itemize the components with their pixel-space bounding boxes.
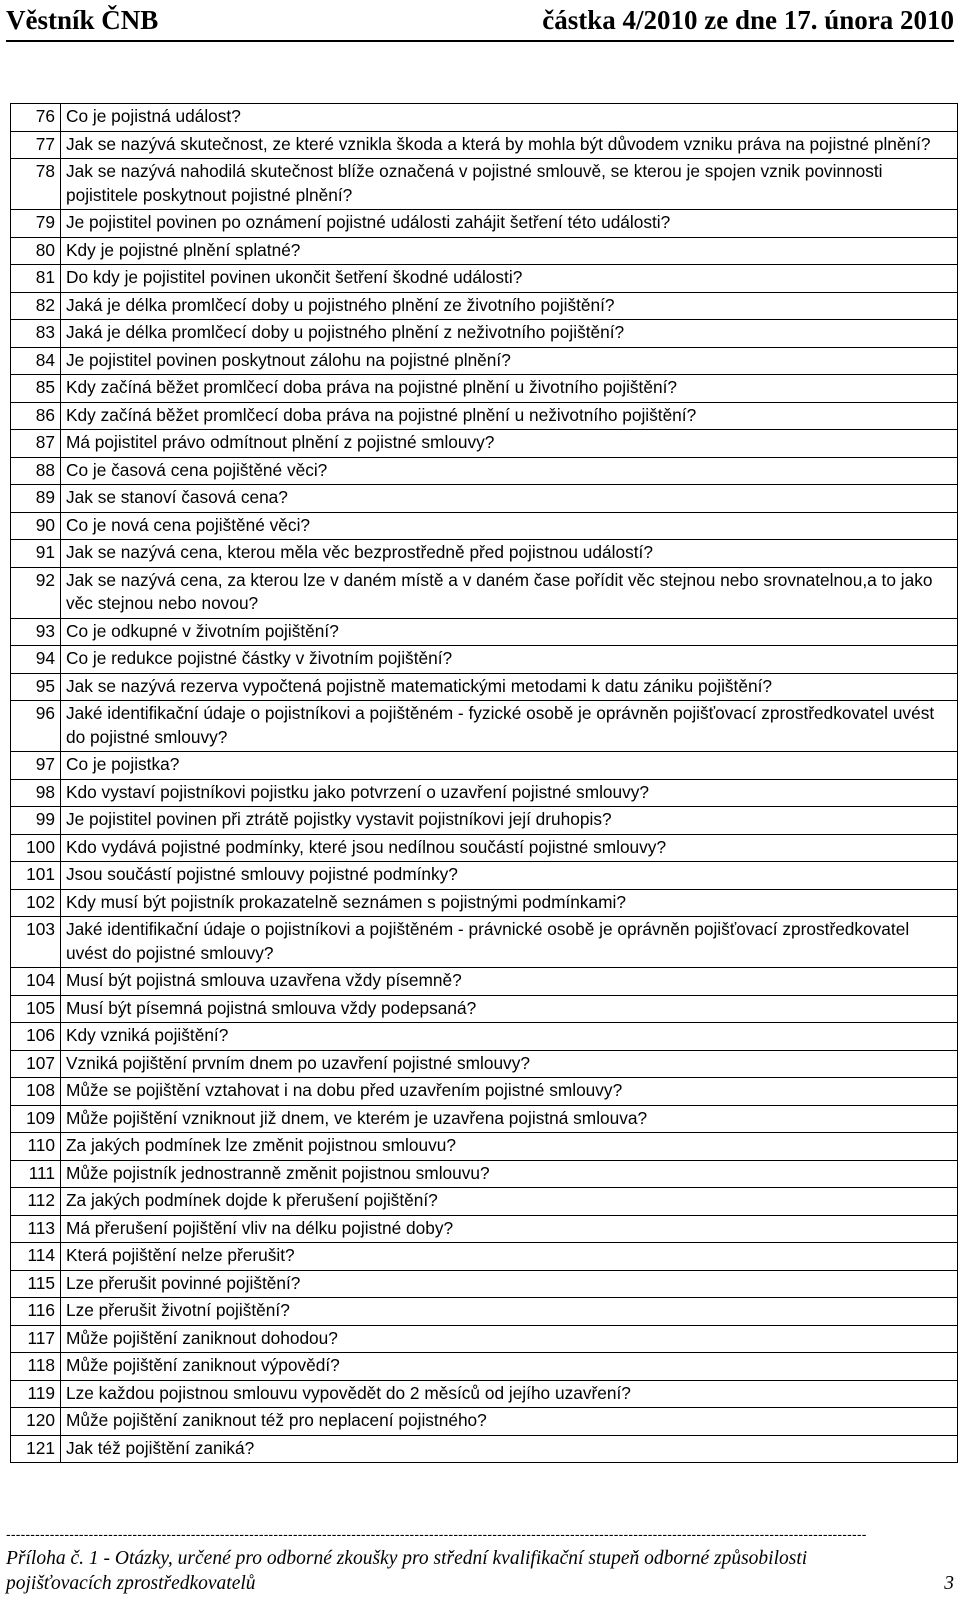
question-text: Jak se nazývá cena, kterou měla věc bezprostředně před pojistnou událostí?	[61, 540, 958, 568]
question-text: Jsou součástí pojistné smlouvy pojistné podmínky?	[61, 862, 958, 890]
question-number: 83	[11, 320, 61, 348]
question-number: 96	[11, 701, 61, 752]
question-text: Kdy začíná běžet promlčecí doba práva na pojistné plnění u životního pojištění?	[61, 375, 958, 403]
question-number: 82	[11, 292, 61, 320]
question-number: 99	[11, 807, 61, 835]
question-row	[11, 1050, 958, 1078]
question-row	[11, 402, 958, 430]
question-number: 110	[11, 1133, 61, 1161]
question-number: 112	[11, 1188, 61, 1216]
question-text: Jak se stanoví časová cena?	[61, 485, 958, 513]
question-text: Může se pojištění vztahovat i na dobu před uzavřením pojistné smlouvy?	[61, 1078, 958, 1106]
question-text: Může pojištění vzniknout již dnem, ve kterém je uzavřena pojistná smlouva?	[61, 1105, 958, 1133]
question-text: Jaké identifikační údaje o pojistníkovi a pojištěném - právnické osobě je oprávněn pojišťovací zprostředkovatel uvést do pojistné smlouvy?	[61, 917, 958, 968]
question-number: 101	[11, 862, 61, 890]
question-number: 103	[11, 917, 61, 968]
question-text: Jak se nazývá rezerva vypočtená pojistně matematickými metodami k datu zániku pojištění?	[61, 673, 958, 701]
question-row	[11, 1353, 958, 1381]
question-text: Jak se nazývá cena, za kterou lze v daném místě a v daném čase pořídit věc stejnou nebo srovnatelnou,a to jako věc stejnou nebo novou?	[61, 567, 958, 618]
question-number: 89	[11, 485, 61, 513]
question-text: Co je časová cena pojištěné věci?	[61, 457, 958, 485]
question-number: 114	[11, 1243, 61, 1271]
question-text: Lze přerušit životní pojištění?	[61, 1298, 958, 1326]
question-row	[11, 1380, 958, 1408]
question-row	[11, 292, 958, 320]
question-text: Co je pojistka?	[61, 752, 958, 780]
question-row	[11, 968, 958, 996]
question-number: 94	[11, 646, 61, 674]
question-row	[11, 917, 958, 968]
question-text: Musí být písemná pojistná smlouva vždy podepsaná?	[61, 995, 958, 1023]
question-row	[11, 1243, 958, 1271]
question-row	[11, 237, 958, 265]
question-number: 88	[11, 457, 61, 485]
question-text: Kdo vystaví pojistníkovi pojistku jako potvrzení o uzavření pojistné smlouvy?	[61, 779, 958, 807]
question-number: 121	[11, 1435, 61, 1463]
question-text: Jaká je délka promlčecí doby u pojistného plnění z neživotního pojištění?	[61, 320, 958, 348]
question-text: Co je pojistná událost?	[61, 104, 958, 132]
question-text: Co je nová cena pojištěné věci?	[61, 512, 958, 540]
question-text: Může pojištění zaniknout výpovědí?	[61, 1353, 958, 1381]
question-text: Jak též pojištění zaniká?	[61, 1435, 958, 1463]
question-row	[11, 779, 958, 807]
question-text: Kdy musí být pojistník prokazatelně seznámen s pojistnými podmínkami?	[61, 889, 958, 917]
question-text: Kdy vzniká pojištění?	[61, 1023, 958, 1051]
question-number: 120	[11, 1408, 61, 1436]
question-number: 76	[11, 104, 61, 132]
question-number: 111	[11, 1160, 61, 1188]
question-number: 84	[11, 347, 61, 375]
question-number: 100	[11, 834, 61, 862]
question-text: Co je odkupné v životním pojištění?	[61, 618, 958, 646]
issue-info: částka 4/2010 ze dne 17. února 2010	[542, 5, 954, 35]
question-row	[11, 752, 958, 780]
question-row	[11, 375, 958, 403]
question-number: 104	[11, 968, 61, 996]
question-row	[11, 265, 958, 293]
question-number: 107	[11, 1050, 61, 1078]
question-number: 86	[11, 402, 61, 430]
question-number: 109	[11, 1105, 61, 1133]
question-text: Za jakých podmínek lze změnit pojistnou smlouvu?	[61, 1133, 958, 1161]
question-text: Jak se nazývá skutečnost, ze které vznikla škoda a která by mohla být důvodem vzniku práva na pojistné plnění?	[61, 131, 958, 159]
question-number: 85	[11, 375, 61, 403]
questions-table-body	[11, 104, 958, 1463]
question-text: Lze přerušit povinné pojištění?	[61, 1270, 958, 1298]
question-number: 92	[11, 567, 61, 618]
question-text: Musí být pojistná smlouva uzavřena vždy písemně?	[61, 968, 958, 996]
question-row	[11, 1133, 958, 1161]
question-text: Kdo vydává pojistné podmínky, které jsou nedílnou součástí pojistné smlouvy?	[61, 834, 958, 862]
question-row	[11, 1023, 958, 1051]
question-row	[11, 485, 958, 513]
question-row	[11, 1078, 958, 1106]
question-text: Má pojistitel právo odmítnout plnění z pojistné smlouvy?	[61, 430, 958, 458]
question-row	[11, 1325, 958, 1353]
question-row	[11, 1160, 958, 1188]
question-row	[11, 646, 958, 674]
question-number: 117	[11, 1325, 61, 1353]
question-number: 102	[11, 889, 61, 917]
question-text: Kdy začíná běžet promlčecí doba práva na pojistné plnění u neživotního pojištění?	[61, 402, 958, 430]
page-footer	[6, 1546, 954, 1596]
question-number: 118	[11, 1353, 61, 1381]
question-row	[11, 862, 958, 890]
question-text: Je pojistitel povinen poskytnout zálohu na pojistné plnění?	[61, 347, 958, 375]
question-number: 116	[11, 1298, 61, 1326]
question-number: 105	[11, 995, 61, 1023]
question-text: Vzniká pojištění prvním dnem po uzavření pojistné smlouvy?	[61, 1050, 958, 1078]
question-number: 119	[11, 1380, 61, 1408]
question-row	[11, 1188, 958, 1216]
question-row	[11, 1270, 958, 1298]
question-number: 77	[11, 131, 61, 159]
question-number: 80	[11, 237, 61, 265]
question-text: Jaká je délka promlčecí doby u pojistného plnění ze životního pojištění?	[61, 292, 958, 320]
question-row	[11, 618, 958, 646]
page-header	[6, 4, 954, 42]
footer-line-2: pojišťovacích zprostředkovatelů	[6, 1573, 256, 1594]
question-row	[11, 457, 958, 485]
question-number: 91	[11, 540, 61, 568]
question-text: Kdy je pojistné plnění splatné?	[61, 237, 958, 265]
question-text: Může pojistník jednostranně změnit pojistnou smlouvu?	[61, 1160, 958, 1188]
question-row	[11, 347, 958, 375]
question-number: 95	[11, 673, 61, 701]
question-row	[11, 540, 958, 568]
question-row	[11, 210, 958, 238]
question-row	[11, 1435, 958, 1463]
question-number: 106	[11, 1023, 61, 1051]
question-number: 97	[11, 752, 61, 780]
page-number: 3	[944, 1573, 954, 1594]
question-number: 93	[11, 618, 61, 646]
question-row	[11, 1298, 958, 1326]
question-text: Lze každou pojistnou smlouvu vypovědět do 2 měsíců od jejího uzavření?	[61, 1380, 958, 1408]
question-number: 78	[11, 159, 61, 210]
question-row	[11, 131, 958, 159]
question-text: Jaké identifikační údaje o pojistníkovi a pojištěném - fyzické osobě je oprávněn pojišťovací zprostředkovatel uvést do pojistné smlouvy?	[61, 701, 958, 752]
question-text: Která pojištění nelze přerušit?	[61, 1243, 958, 1271]
footer-line-1: Příloha č. 1 - Otázky, určené pro odborné zkoušky pro střední kvalifikační stupeň odborné způsobilosti	[6, 1548, 808, 1569]
questions-table	[10, 103, 958, 1463]
question-text: Může pojištění zaniknout dohodou?	[61, 1325, 958, 1353]
question-number: 113	[11, 1215, 61, 1243]
question-row	[11, 995, 958, 1023]
journal-title: Věstník ČNB	[6, 5, 159, 35]
question-row	[11, 159, 958, 210]
question-row	[11, 567, 958, 618]
question-text: Může pojištění zaniknout též pro neplacení pojistného?	[61, 1408, 958, 1436]
question-number: 115	[11, 1270, 61, 1298]
question-row	[11, 1215, 958, 1243]
question-number: 108	[11, 1078, 61, 1106]
question-row	[11, 104, 958, 132]
question-text: Za jakých podmínek dojde k přerušení pojištění?	[61, 1188, 958, 1216]
question-number: 81	[11, 265, 61, 293]
footer-separator: ---------------------------------------------------------------------------------------------------------------------------------------------------------------------------------	[6, 1526, 867, 1542]
question-number: 79	[11, 210, 61, 238]
question-text: Jak se nazývá nahodilá skutečnost blíže označená v pojistné smlouvě, se kterou je spojen vznik povinnosti pojistitele poskytnout pojistné plnění?	[61, 159, 958, 210]
footer-line-2-row	[6, 1571, 954, 1596]
question-row	[11, 807, 958, 835]
question-row	[11, 701, 958, 752]
question-row	[11, 1105, 958, 1133]
question-number: 90	[11, 512, 61, 540]
question-text: Je pojistitel povinen po oznámení pojistné události zahájit šetření této události?	[61, 210, 958, 238]
question-number: 98	[11, 779, 61, 807]
question-row	[11, 834, 958, 862]
question-number: 87	[11, 430, 61, 458]
question-row	[11, 320, 958, 348]
question-row	[11, 430, 958, 458]
question-row	[11, 673, 958, 701]
question-row	[11, 889, 958, 917]
question-row	[11, 512, 958, 540]
question-text: Do kdy je pojistitel povinen ukončit šetření škodné události?	[61, 265, 958, 293]
question-text: Má přerušení pojištění vliv na délku pojistné doby?	[61, 1215, 958, 1243]
question-row	[11, 1408, 958, 1436]
question-text: Je pojistitel povinen při ztrátě pojistky vystavit pojistníkovi její druhopis?	[61, 807, 958, 835]
question-text: Co je redukce pojistné částky v životním pojištění?	[61, 646, 958, 674]
